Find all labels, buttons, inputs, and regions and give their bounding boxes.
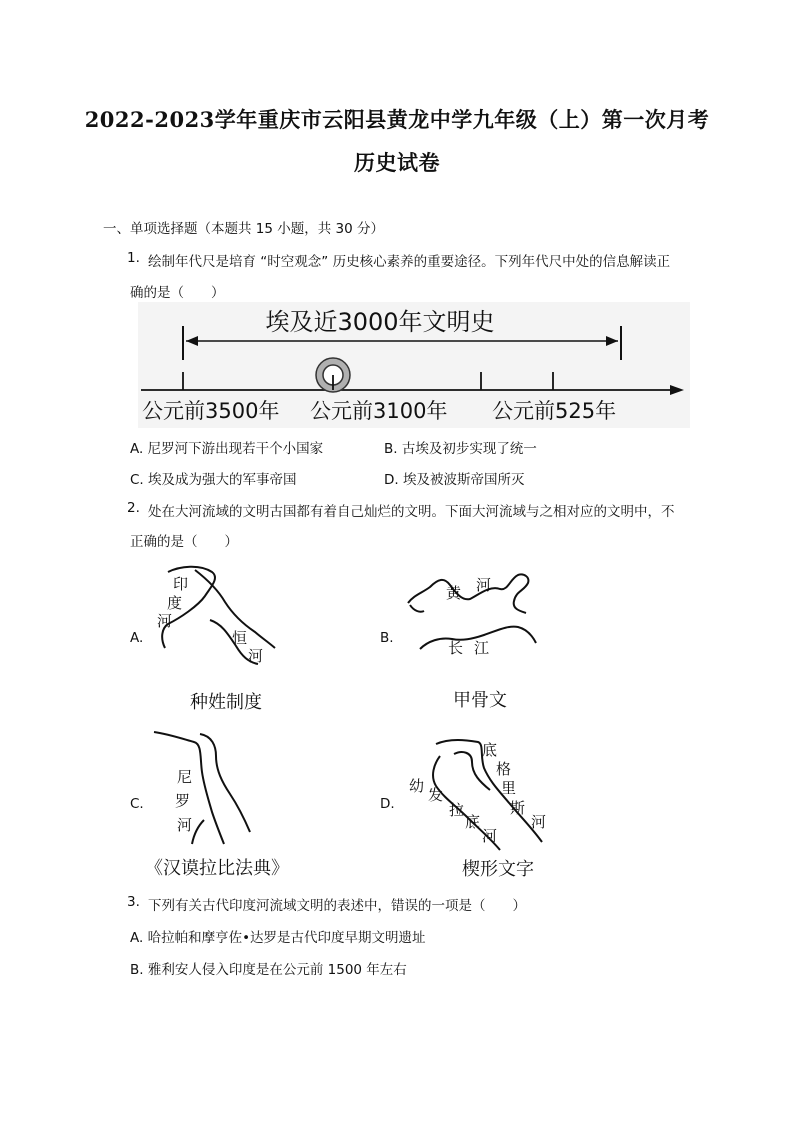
q2-number: 2. (127, 500, 140, 516)
q3-option-b[interactable]: B. 雅利安人侵入印度是在公元前 1500 年左右 (130, 962, 407, 978)
map-d-char-5: 河 (531, 813, 547, 831)
map-d-char-10: 河 (482, 827, 498, 845)
q3-stem: 下列有关古代印度河流域文明的表述中，错误的一项是（ ） (148, 898, 526, 914)
q3-number: 3. (127, 894, 140, 910)
map-c-char-3: 河 (177, 816, 193, 834)
tick-label-3100: 公元前3100年 (310, 399, 448, 423)
q2-option-b-letter[interactable]: B. (380, 630, 394, 646)
q1-stem-line2: 确的是（ ） (130, 285, 225, 301)
map-d-char-1: 底 (482, 741, 498, 759)
yellow-river (408, 574, 528, 613)
map-b-char-3: 长 (448, 639, 464, 657)
map-d-char-2: 格 (496, 760, 512, 778)
timeline-span-label: 埃及近3000年文明史 (265, 308, 495, 336)
map-d-char-6: 幼 (409, 777, 425, 795)
q2-option-a-letter[interactable]: A. (130, 630, 144, 646)
q1-stem-line1: 绘制年代尺是培育 “时空观念” 历史核心素养的重要途径。下列年代尺中处的信息解读正 (148, 254, 671, 270)
section-heading: 一、单项选择题（本题共 15 小题，共 30 分） (103, 221, 385, 237)
map-c-char-2: 罗 (175, 792, 191, 810)
map-a-char-3: 河 (157, 612, 173, 630)
map-c-char-1: 尼 (177, 768, 193, 786)
map-a-char-5: 河 (248, 647, 264, 665)
map-d-char-4: 斯 (510, 799, 526, 817)
q2-option-c-letter[interactable]: C. (130, 796, 144, 812)
q1-timeline-figure (138, 302, 690, 428)
map-b-char-4: 江 (474, 639, 490, 657)
exam-title-line2: 历史试卷 (354, 150, 440, 175)
q2-stem-line1: 处在大河流域的文明古国都有着自己灿烂的文明。下面大河流域与之相对应的文明中，不 (148, 504, 675, 520)
map-b-char-1: 黄 (446, 584, 462, 602)
q2-map-b-china-rivers (400, 565, 550, 675)
map-b-char-2: 河 (476, 576, 492, 594)
q1-option-b[interactable]: B. 古埃及初步实现了统一 (384, 441, 537, 457)
map-a-char-2: 度 (167, 594, 183, 612)
yellow-river-source (410, 605, 424, 612)
map-d-char-9: 底 (465, 813, 481, 831)
q1-option-d[interactable]: D. 埃及被波斯帝国所灭 (384, 472, 525, 488)
q2-caption-d: 楔形文字 (462, 859, 534, 880)
nile-river-east (200, 734, 250, 832)
q2-option-d-letter[interactable]: D. (380, 796, 395, 812)
q1-number: 1. (127, 250, 140, 266)
q2-caption-b: 甲骨文 (453, 690, 507, 711)
exam-title-line1: 2022-2023学年重庆市云阳县黄龙中学九年级（上）第一次月考 (84, 107, 710, 132)
q1-option-a[interactable]: A. 尼罗河下游出现若干个小国家 (130, 441, 324, 457)
q2-caption-a: 种姓制度 (190, 692, 262, 713)
map-d-char-7: 发 (428, 786, 444, 804)
q1-option-c[interactable]: C. 埃及成为强大的军事帝国 (130, 472, 297, 488)
q2-map-d-mesopotamia (400, 732, 560, 857)
q2-map-c-nile (150, 728, 270, 846)
tick-label-525: 公元前525年 (492, 399, 617, 423)
map-a-char-4: 恒 (232, 629, 248, 647)
map-a-char-1: 印 (173, 575, 189, 593)
q2-caption-c: 《汉谟拉比法典》 (145, 858, 289, 879)
q3-option-a[interactable]: A. 哈拉帕和摩亨佐•达罗是古代印度早期文明遗址 (130, 930, 426, 946)
q2-stem-line2: 正确的是（ ） (130, 534, 238, 550)
map-d-char-3: 里 (501, 779, 517, 797)
map-d-char-8: 拉 (449, 801, 465, 819)
tick-label-3500: 公元前3500年 (142, 399, 280, 423)
nile-branch (192, 820, 204, 844)
